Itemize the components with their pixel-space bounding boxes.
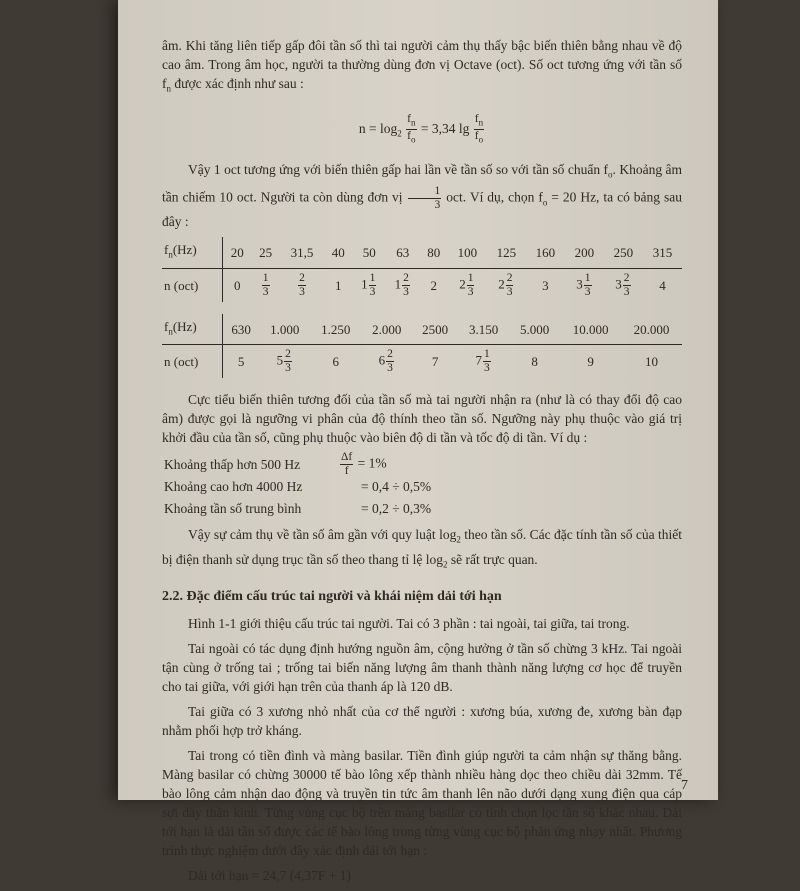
table-header-frequency: $f_n(Hz)$: [162, 237, 223, 268]
frequency-cell: 50: [352, 237, 386, 268]
frequency-cell: 200: [565, 237, 604, 268]
octave-cell: 5: [237, 354, 245, 370]
example-row: Khoảng thấp hơn 500 Hz $\frac{\Delta f}{f}$ = 1%: [164, 450, 387, 477]
octave-cell: 2: [430, 277, 437, 293]
octave-cell: 1: [335, 277, 342, 293]
octave-cell: 2 $\frac{1}{3}$: [459, 271, 474, 298]
frequency-cell: 25: [252, 237, 280, 268]
critical-band-formula: Dải tới hạn = 24,7 (4,37F + 1): [188, 867, 351, 883]
octave-formula: $n = \log_2$ $\frac{f_n}{f_o}$ = 3,34 lg $\frac{f_n}{f_o}$: [358, 112, 484, 145]
frequency-cell: 10.000: [560, 314, 621, 345]
frequency-cell: 160: [526, 237, 565, 268]
frequency-cell: 2500: [412, 314, 458, 345]
frequency-cell: 63: [386, 237, 420, 268]
frequency-cell: 80: [420, 237, 448, 268]
octave-cell: 2 $\frac{2}{3}$: [498, 271, 513, 298]
frequency-cell: 315: [643, 237, 682, 268]
table-header-frequency: $f_n(Hz)$: [162, 314, 223, 345]
frequency-cell: 3.150: [458, 314, 509, 345]
octave-cell: $\frac{1}{3}$: [262, 271, 269, 298]
octave-cell: 3: [542, 277, 549, 293]
octave-cell: 9: [587, 354, 594, 370]
frequency-cell: 125: [487, 237, 526, 268]
octave-table-2: [162, 314, 682, 379]
octave-cell: 1 $\frac{1}{3}$: [361, 271, 376, 298]
octave-cell: 3 $\frac{1}{3}$: [576, 271, 591, 298]
paragraph-inner-ear: Tai trong có tiền đình và màng basilar. Tiền đình giúp người ta cảm nhận sự thăng bằng. Màng basilar có chừng 30000 tế bào lông xếp thành nhiều hàng dọc theo chiều dài 32mm. Tế bào lông cảm nhận dao động và truyền tin tức âm thanh lên não dưới dạng xung điện qua cáp sợi dây thần kinh. Từng vùng cục bộ trên màng basilar có tính chọn lọc tần số khác nhau. Dải tới hạn là dải tần số được các tế bào lông trong từng vùng cục bộ phản ứng nhạy nhất. Phương trình thực nghiệm dưới đây xác định dải tới hạn :: [162, 747, 682, 858]
octave-cell: 0: [234, 277, 241, 293]
page-number: 7: [681, 778, 688, 793]
paragraph-ear-parts: Hình 1-1 giới thiệu cấu trúc tai người. Tai có 3 phần : tai ngoài, tai giữa, tai trong.: [188, 615, 630, 631]
frequency-cell: 20.000: [621, 314, 682, 345]
examples-list: [162, 450, 682, 519]
table-header-octave: n (oct): [162, 345, 223, 379]
frequency-cell: 2.000: [361, 314, 412, 345]
octave-cell: 4: [659, 277, 666, 293]
frequency-cell: 630: [223, 314, 260, 345]
paragraph-middle-ear: Tai giữa có 3 xương nhỏ nhất của cơ thể người : xương búa, xương đe, xương bàn đạp nhằm phối hợp trở kháng.: [162, 703, 682, 738]
frequency-cell: 40: [324, 237, 352, 268]
octave-cell: 5 $\frac{2}{3}$: [276, 348, 291, 375]
octave-cell: 8: [531, 354, 538, 370]
octave-table-1: [162, 237, 682, 302]
octave-cell: 6 $\frac{2}{3}$: [378, 348, 393, 375]
example-row: Khoảng tần số trung bình = 0,2 ÷ 0,3%: [164, 500, 432, 516]
section-title: 2.2. Đặc điểm cấu trúc tai người và khái niệm dải tới hạn: [162, 588, 502, 604]
octave-cell: 7 $\frac{1}{3}$: [475, 348, 490, 375]
octave-cell: $\frac{2}{3}$: [299, 271, 305, 298]
frequency-cell: 1.000: [259, 314, 310, 345]
paragraph-octave-example: Vậy 1 oct tương ứng với biến thiên gấp hai lần về tần số so với tần số chuẩn $f_o$. Khoảng âm tần chiếm 10 oct. Người ta còn dùng đơn vị $\frac{1}{3}$ oct. Ví dụ, chọn $f_o = 20$ Hz, ta có bảng sau đây :: [162, 162, 683, 230]
octave-cell: 1 $\frac{2}{3}$: [394, 271, 409, 298]
book-page: [118, 0, 718, 883]
example-row: Khoảng cao hơn 4000 Hz = 0,4 ÷ 0,5%: [164, 478, 432, 494]
paragraph-outer-ear: Tai ngoài có tác dụng định hướng nguồn âm, cộng hưởng ở tần số chừng 3 kHz. Tai ngoài tận cùng ở trống tai ; trống tai biến năng lượng âm thanh thành năng lượng cơ học để truyền cho tai giữa, với giới hạn trên của thanh áp là 120 dB.: [162, 640, 682, 694]
frequency-cell: 20: [223, 237, 252, 268]
frequency-cell: 1.250: [310, 314, 361, 345]
frequency-cell: 31,5: [280, 237, 324, 268]
frequency-cell: 5.000: [509, 314, 560, 345]
frequency-cell: 250: [604, 237, 643, 268]
frequency-cell: 100: [448, 237, 487, 268]
paragraph-octave-intro: âm. Khi tăng liên tiếp gấp đôi tần số thì tai người cảm thụ thấy bậc biến thiên bằng nhau về độ cao âm. Trong âm học, người ta thường dùng đơn vị Octave (oct). Số oct tương ứng với tần số $f_n$ được xác định như sau :: [162, 38, 682, 94]
paragraph-log-scale: Vậy sự cảm thụ về tần số âm gần với quy luật $\log_2$ theo tần số. Các đặc tính tần số của thiết bị điện thanh sử dụng trục tần số theo thang tỉ lệ $\log_2$ sẽ rất trực quan.: [162, 527, 683, 570]
octave-cell: 10: [645, 354, 659, 370]
page-content: [162, 36, 682, 891]
table-header-octave: n (oct): [162, 268, 223, 302]
octave-cell: 3 $\frac{2}{3}$: [615, 271, 630, 298]
octave-cell: 6: [332, 354, 339, 370]
octave-cell: 7: [431, 354, 439, 370]
paragraph-threshold: Cực tiểu biến thiên tương đối của tần số mà tai người nhận ra (như là có thay đổi độ cao âm) được gọi là ngưỡng vi phân của độ thính theo tần số. Ngưỡng này phụ thuộc vào giá trị khởi đầu của tần số, cũng phụ thuộc vào biên độ di tần và tốc độ di tần. Ví dụ :: [162, 392, 682, 446]
